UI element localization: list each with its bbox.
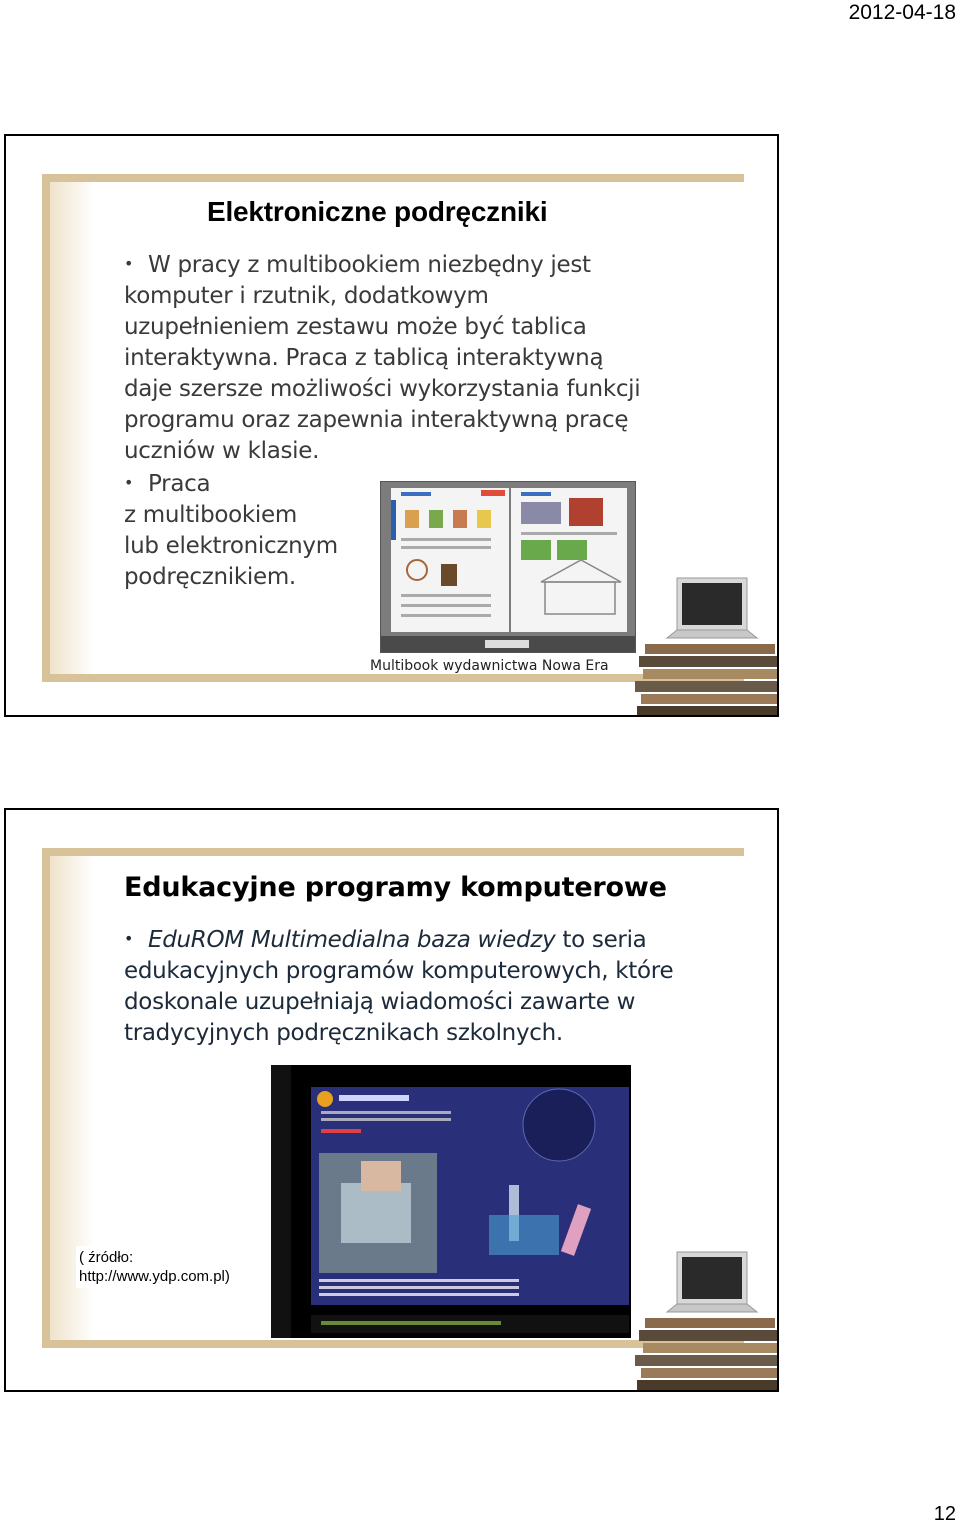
page-number: 12 [933,1503,956,1525]
bullet-item: • Praca z multibookiem lub elektronicznym podręcznikiem. [124,467,644,593]
slide-title: Elektroniczne podręczniki [207,196,548,227]
edurom-screenshot-image [271,1065,631,1338]
laptop-books-icon [617,572,777,717]
laptop-books-icon [617,1246,777,1391]
bullet-item: • W pracy z multibookiem niezbędny jest komputer i rzutnik, dodatkowym uzupełnieniem zestawu może być tablica interaktywna. Praca z tablicą interaktywną daje szersze możliwości wykorzystania funkcji programu oraz zapewnia interaktywną pracę uczniów w klasie. [124,248,644,467]
bullet-icon: • [124,929,134,948]
multibook-screenshot-image [380,481,636,653]
image-caption: Multibook wydawnictwa Nowa Era [370,658,609,674]
source-note: ( źródło: http://www.ydp.com.pl) [76,1246,233,1288]
bullet-item: • EduROM Multimedialna baza wiedzy to seria edukacyjnych programów komputerowych, które doskonale uzupełniają wiadomości zawarte w tradycyjnych podręcznikach szkolnych. [124,923,724,1049]
slide-elektroniczne-podreczniki [4,134,779,717]
bullet-icon: • [124,473,134,492]
slide-body [124,923,724,1049]
slide-edukacyjne-programy [4,808,779,1392]
bullet-icon: • [124,254,134,273]
page-date: 2012-04-18 [848,1,956,24]
slide-title: Edukacyjne programy komputerowe [124,872,667,903]
